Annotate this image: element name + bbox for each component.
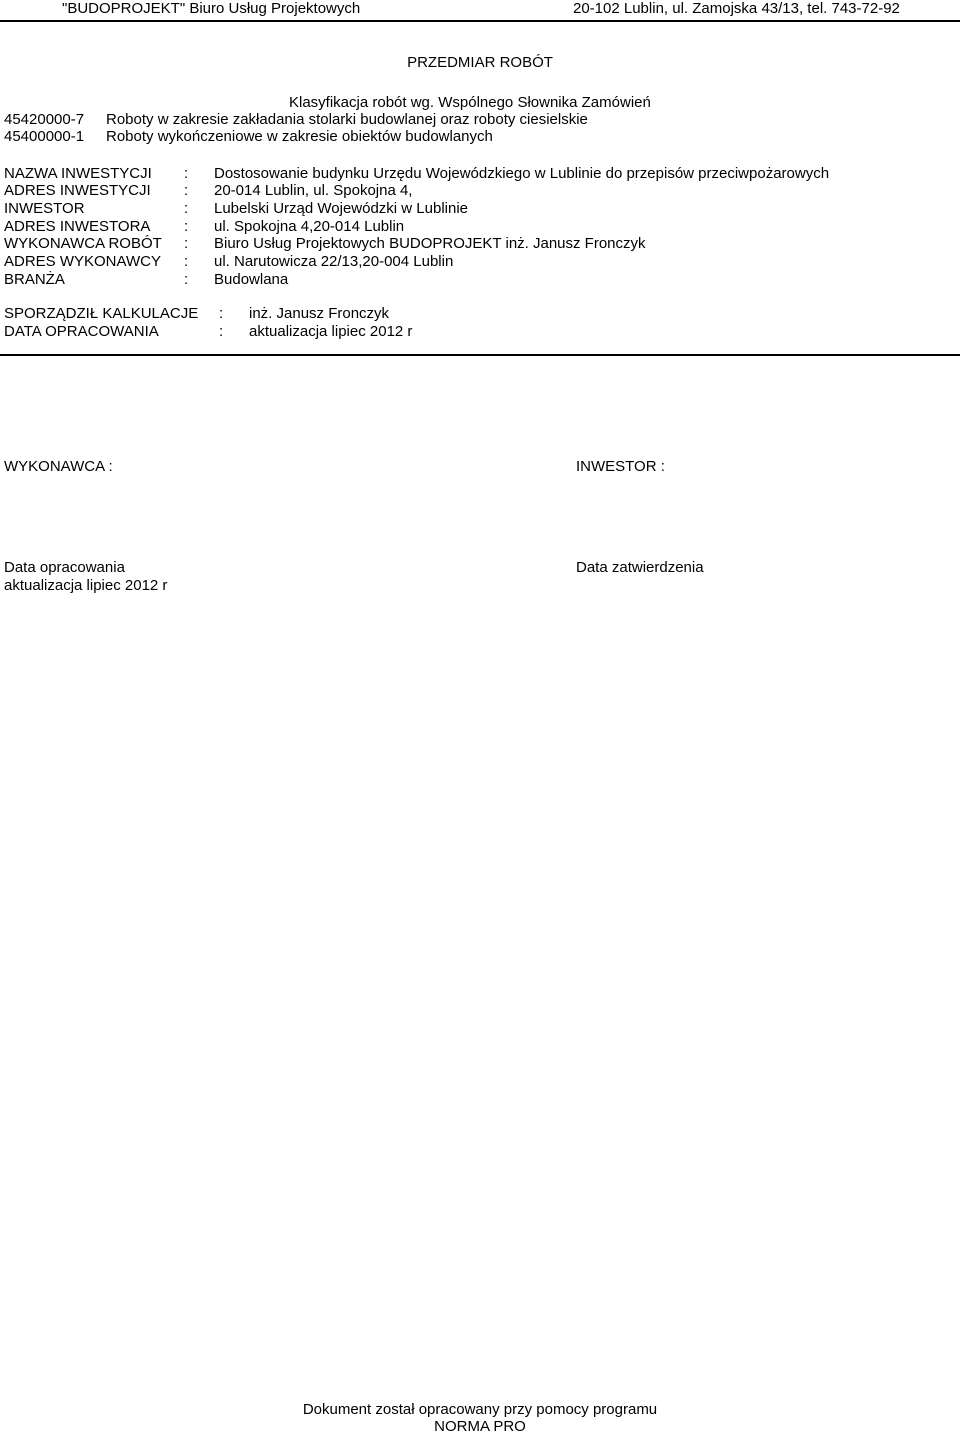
detail-value: Budowlana [214,271,289,288]
prepared-colon: : [219,305,224,322]
cpv-code: 45420000-7 [4,111,85,128]
detail-label: ADRES INWESTORA [4,218,151,235]
detail-colon: : [184,165,189,182]
header-company: "BUDOPROJEKT" Biuro Usług Projektowych [62,0,361,17]
approval-date-label: Data zatwierdzenia [576,559,704,576]
document-title: PRZEDMIAR ROBÓT [407,54,553,71]
detail-colon: : [184,271,189,288]
detail-value: ul. Spokojna 4,20-014 Lublin [214,218,405,235]
cpv-code: 45400000-1 [4,128,85,145]
detail-label: INWESTOR [4,200,85,217]
prepared-label: SPORZĄDZIŁ KALKULACJE [4,305,199,322]
detail-colon: : [184,253,189,270]
date-label: DATA OPRACOWANIA [4,323,159,340]
cpv-description: Roboty w zakresie zakładania stolarki budowlanej oraz roboty ciesielskie [106,111,588,128]
section-rule [0,354,960,356]
detail-value: Biuro Usług Projektowych BUDOPROJEKT inż. Janusz Fronczyk [214,235,646,252]
investor-signature-label: INWESTOR : [576,458,665,475]
detail-colon: : [184,235,189,252]
detail-label: ADRES INWESTYCJI [4,182,151,199]
date-colon: : [219,323,224,340]
detail-value: Lubelski Urząd Wojewódzki w Lublinie [214,200,469,217]
contractor-signature-label: WYKONAWCA : [4,458,113,475]
detail-label: NAZWA INWESTYCJI [4,165,152,182]
detail-colon: : [184,218,189,235]
classification-heading: Klasyfikacja robót wg. Wspólnego Słownika Zamówień [289,94,651,111]
header-rule [0,20,960,22]
date-value: aktualizacja lipiec 2012 r [249,323,413,340]
detail-label: ADRES WYKONAWCY [4,253,161,270]
detail-colon: : [184,182,189,199]
header-address: 20-102 Lublin, ul. Zamojska 43/13, tel. 743-72-92 [573,0,900,17]
prep-date-value: aktualizacja lipiec 2012 r [4,577,168,594]
cpv-description: Roboty wykończeniowe w zakresie obiektów budowlanych [106,128,493,145]
footer-line: Dokument został opracowany przy pomocy programu [302,1401,658,1418]
prep-date-label: Data opracowania [4,559,125,576]
detail-label: BRANŻA [4,271,65,288]
detail-colon: : [184,200,189,217]
detail-value: Dostosowanie budynku Urzędu Wojewódzkiego w Lublinie do przepisów przeciwpożarowych [214,165,830,182]
detail-value: 20-014 Lublin, ul. Spokojna 4, [214,182,413,199]
detail-label: WYKONAWCA ROBÓT [4,235,162,252]
footer-program: NORMA PRO [434,1418,526,1435]
prepared-value: inż. Janusz Fronczyk [249,305,390,322]
detail-value: ul. Narutowicza 22/13,20-004 Lublin [214,253,454,270]
